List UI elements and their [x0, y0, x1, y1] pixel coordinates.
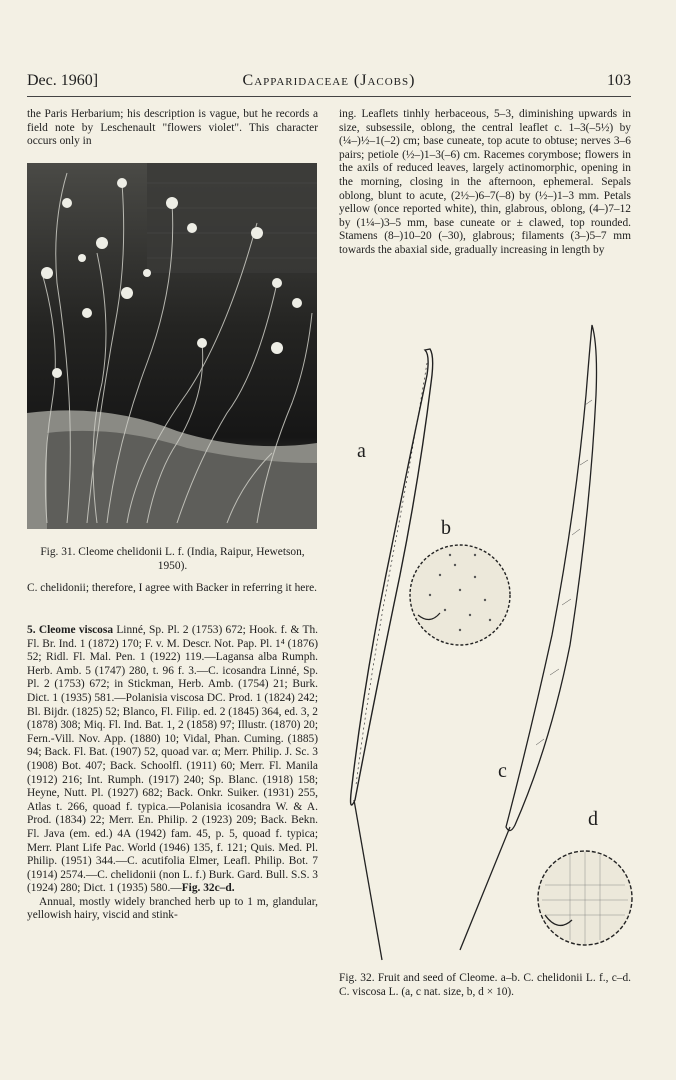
fig32-caption-text: Fig. 32. Fruit and seed of Cleome. a–b. C. chelidonii L. f., c–d. C. viscosa L. (a, c nat. size, b, d × 10). — [339, 972, 631, 998]
fig31-caption-text: Fig. 31. Cleome chelidonii L. f. (India, Raipur, Hewetson, 1950). — [40, 546, 305, 572]
seed-b-drawing — [410, 545, 510, 645]
header-title: Capparidaceae (Jacobs) — [242, 72, 416, 89]
page-number: 103 — [607, 72, 631, 89]
species-paragraph — [27, 624, 318, 896]
fig32-label-b: b — [441, 517, 451, 539]
fig31-photograph — [27, 163, 317, 529]
plant-photo-illustration — [27, 163, 317, 529]
seed-d-drawing — [538, 851, 632, 945]
fruit-seed-illustration — [330, 315, 640, 965]
fig31-caption — [27, 545, 318, 573]
species-fig-ref: Fig. 32c–d. — [181, 882, 235, 895]
species-synonymy: Linné, Sp. Pl. 2 (1753) 672; Hook. f. & Th. Fl. Br. Ind. 1 (1872) 170; F. v. M. Descr. Not. Pap. Pl. 1⁴ (1876) 52; Ridl. Fl. Mal. Pen. 1 (1922) 119.—Lagansa alba Rumph. Herb. Amb. 5 (1747) 280, t. 96 f. 3.—C. icosandra Linné, Sp. Pl. 2 (1753) 672; in Stickman, Herb. Amb. (1754) 21; Burk. Dict. 1 (1935) 581.—Polanisia viscosa DC. Prod. 1 (1824) 242; Bl. Bijdr. (1825) 52; Blanco, Fl. Filip. ed. 2 (1845) 364, ed. 3, 2 (1878) 308; Miq. Fl. Ind. Bat. 1, 2 (1858) 97; Illustr. (1870) 20; Fern.-Vill. Nov. App. (1880) 10; Vidal, Phan. Cuming. (1885) 94; Back. Fl. Bat. (1907) 52, quoad var. α; Merr. Philip. J. Sc. 3 (1908) Bot. 407; Back. Schoolfl. (1911) 60; Merr. Fl. Manila (1912) 216; Int. Rumph. (1917) 240; Sp. Blanc. (1918) 158; Heyne, Nutt. Pl. (1927) 682; Back. Onkr. Suiker. (1931) 255, Atlas t. 266, quoad f. typica.—Polanisia icosandra W. & A. Prod. (1834) 22; Merr. En. Philip. 2 (1923) 209; Back. Bekn. Fl. Java (em. ed.) 4A (1942) fam. 45, p. 5, quoad f. typica; Merr. Plant Life Pac. World (1946) 135, f. 121; Quis. Med. Pl. Philip. (1951) 344.—C. acutifolia Elmer, Leafl. Philip. Bot. 7 (1914) 2574.—C. chelidonii (non L. f.) Burk. Gard. Bull. S.S. 3 (1924) 280; Dict. 1 (1935) 580.— — [27, 624, 318, 895]
after-figure-paragraph: C. chelidonii; therefore, I agree with Backer in referring it here. — [27, 582, 318, 594]
intro-paragraph: the Paris Herbarium; his description is vague, but he records a field note by Leschenault "flowers violet". This character occurs only in — [27, 108, 318, 148]
fig32-drawing — [330, 315, 640, 965]
header-rule — [27, 96, 631, 97]
right-column-text — [339, 108, 631, 258]
header-date: Dec. 1960] — [27, 72, 99, 89]
fig32-label-d: d — [588, 808, 598, 830]
description-continued: ing. Leaflets tinhly herbaceous, 5–3, diminishing upwards in size, subsessile, oblong, the central leaflet c. 1–3(–5½) by (¼–)½–1(–2) cm; base cuneate, top acute to obtuse; nerves 3–6 pairs; petiole (½–)1–3(–6) cm. Racemes corymbose; flowers in the axils of reduced leaves, largely actinomorphic, opening in the morning, closing in the afternoon, ephemeral. Sepals oblong, blunt to acute, (2½–)6–7(–8) by (½–)1–3 mm. Petals yellow (once reported white), thin, glabrous, oblong, (4–)7–12 by (1¼–)3–5 mm, base cuneate or ± clawed, top rounded. Stamens (8–)10–20 (–30), glabrous; filaments (3–)5–7 mm towards the abaxial side, gradually increasing in length by — [339, 108, 631, 256]
fig32-label-c: c — [498, 760, 507, 782]
fig32-label-a: a — [357, 440, 366, 462]
description-start: Annual, mostly widely branched herb up to 1 m, glandular, yellowish hairy, viscid and stink- — [27, 895, 318, 922]
species-heading: 5. Cleome viscosa — [27, 624, 114, 636]
fig32-caption — [339, 971, 631, 999]
species-entry — [27, 624, 318, 923]
left-column-after-figure — [27, 582, 318, 596]
running-header — [27, 72, 631, 92]
left-column-intro — [27, 108, 318, 149]
